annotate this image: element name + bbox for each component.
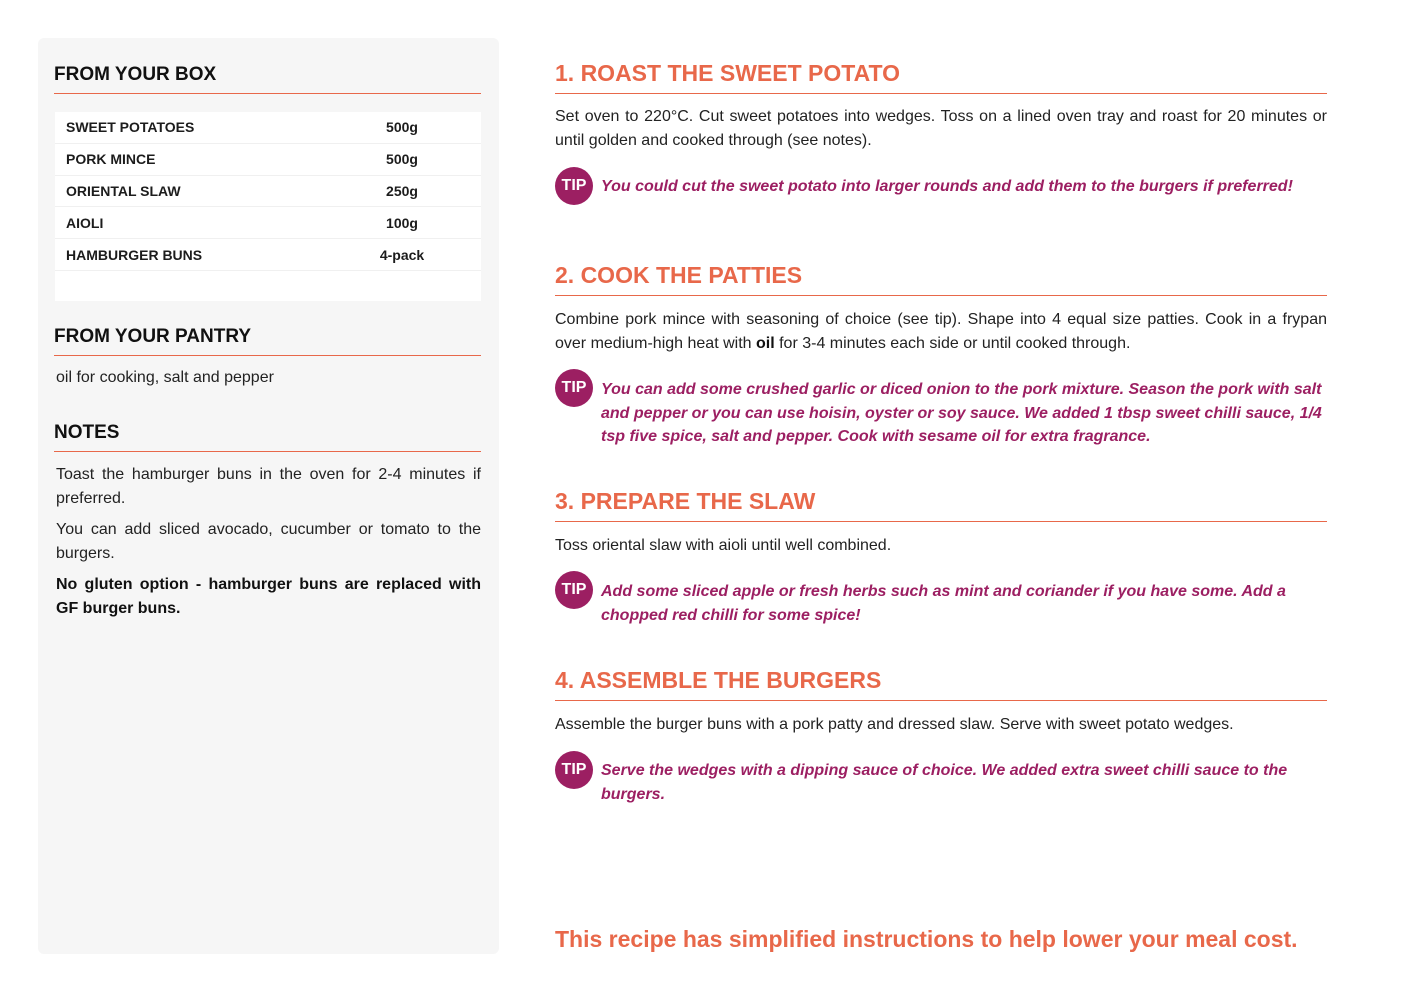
table-row (55, 239, 481, 271)
ingredient-qty: 4-pack (379, 246, 425, 263)
step-2-text-end: for 3-4 minutes each side or until cooked through. (774, 334, 1131, 352)
ingredient-qty: 500g (386, 119, 418, 136)
ingredient-name: HAMBURGER BUNS (66, 246, 203, 263)
ingredient-qty: 100g (386, 214, 418, 231)
ingredient-name: ORIENTAL SLAW (66, 182, 181, 199)
step-1-heading: 1. ROAST THE SWEET POTATO (555, 60, 1327, 94)
step-4-text: Assemble the burger buns with a pork patty and dressed slaw. Serve with sweet potato wedges. (555, 716, 1234, 733)
step-3-text: Toss oriental slaw with aioli until well combined. (555, 537, 892, 554)
tip-badge-icon: TIP (555, 369, 593, 407)
step-2-text-bold: oil (755, 334, 775, 352)
step-4-heading: 4. ASSEMBLE THE BURGERS (555, 667, 1327, 701)
table-row (55, 207, 481, 239)
sidebar-panel (38, 38, 499, 954)
ingredient-name: SWEET POTATOES (66, 119, 195, 136)
step-2-tip: You can add some crushed garlic or diced onion to the pork mixture. Season the pork with salt and pepper or you can use hoisin, oyster or soy sauce. We added 1 tbsp sweet chilli sauce, 1/4 tsp five spice, salt and pepper. Cook with sesame oil for extra fragrance. (601, 381, 1322, 445)
notes-heading: NOTES (54, 422, 481, 452)
ingredient-qty: 250g (386, 182, 418, 199)
tip-badge-icon: TIP (555, 751, 593, 789)
step-2-text (555, 308, 1327, 355)
note-paragraph: You can add sliced avocado, cucumber or tomato to the burgers. (56, 521, 481, 562)
ingredient-name: PORK MINCE (66, 151, 156, 168)
note-paragraph: Toast the hamburger buns in the oven for 2-4 minutes if preferred. (56, 466, 481, 507)
ingredient-name: AIOLI (66, 214, 104, 231)
step-2-heading: 2. COOK THE PATTIES (555, 262, 1327, 296)
notes-body (56, 463, 481, 628)
tip-badge-icon: TIP (555, 571, 593, 609)
step-3-tip: Add some sliced apple or fresh herbs such as mint and coriander if you have some. Add a chopped red chilli for some spice! (601, 583, 1286, 624)
table-row (55, 176, 481, 208)
tip-badge-icon: TIP (555, 167, 593, 205)
ingredient-qty: 500g (386, 151, 418, 168)
step-2-text-start: Combine pork mince with seasoning of choice (see tip). Shape into 4 equal size patties. Cook in a frypan over medium-high heat with (555, 311, 1327, 352)
from-your-pantry-heading: FROM YOUR PANTRY (54, 326, 481, 356)
from-your-box-heading: FROM YOUR BOX (54, 64, 481, 94)
simplified-instructions-note: This recipe has simplified instructions to help lower your meal cost. (555, 926, 1298, 952)
table-row (55, 144, 481, 176)
step-1-text: Set oven to 220°C. Cut sweet potatoes into wedges. Toss on a lined oven tray and roast for 20 minutes or until golden and cooked through (see notes). (555, 108, 1327, 149)
ingredients-table (55, 112, 481, 301)
step-3-heading: 3. PREPARE THE SLAW (555, 488, 1327, 522)
pantry-text: oil for cooking, salt and pepper (56, 369, 274, 386)
step-4-tip: Serve the wedges with a dipping sauce of choice. We added extra sweet chilli sauce to the burgers. (601, 762, 1288, 803)
no-gluten-note: No gluten option - hamburger buns are replaced with GF burger buns. (56, 576, 481, 617)
step-1-tip: You could cut the sweet potato into larger rounds and add them to the burgers if preferred! (601, 178, 1293, 195)
table-row (55, 112, 481, 144)
